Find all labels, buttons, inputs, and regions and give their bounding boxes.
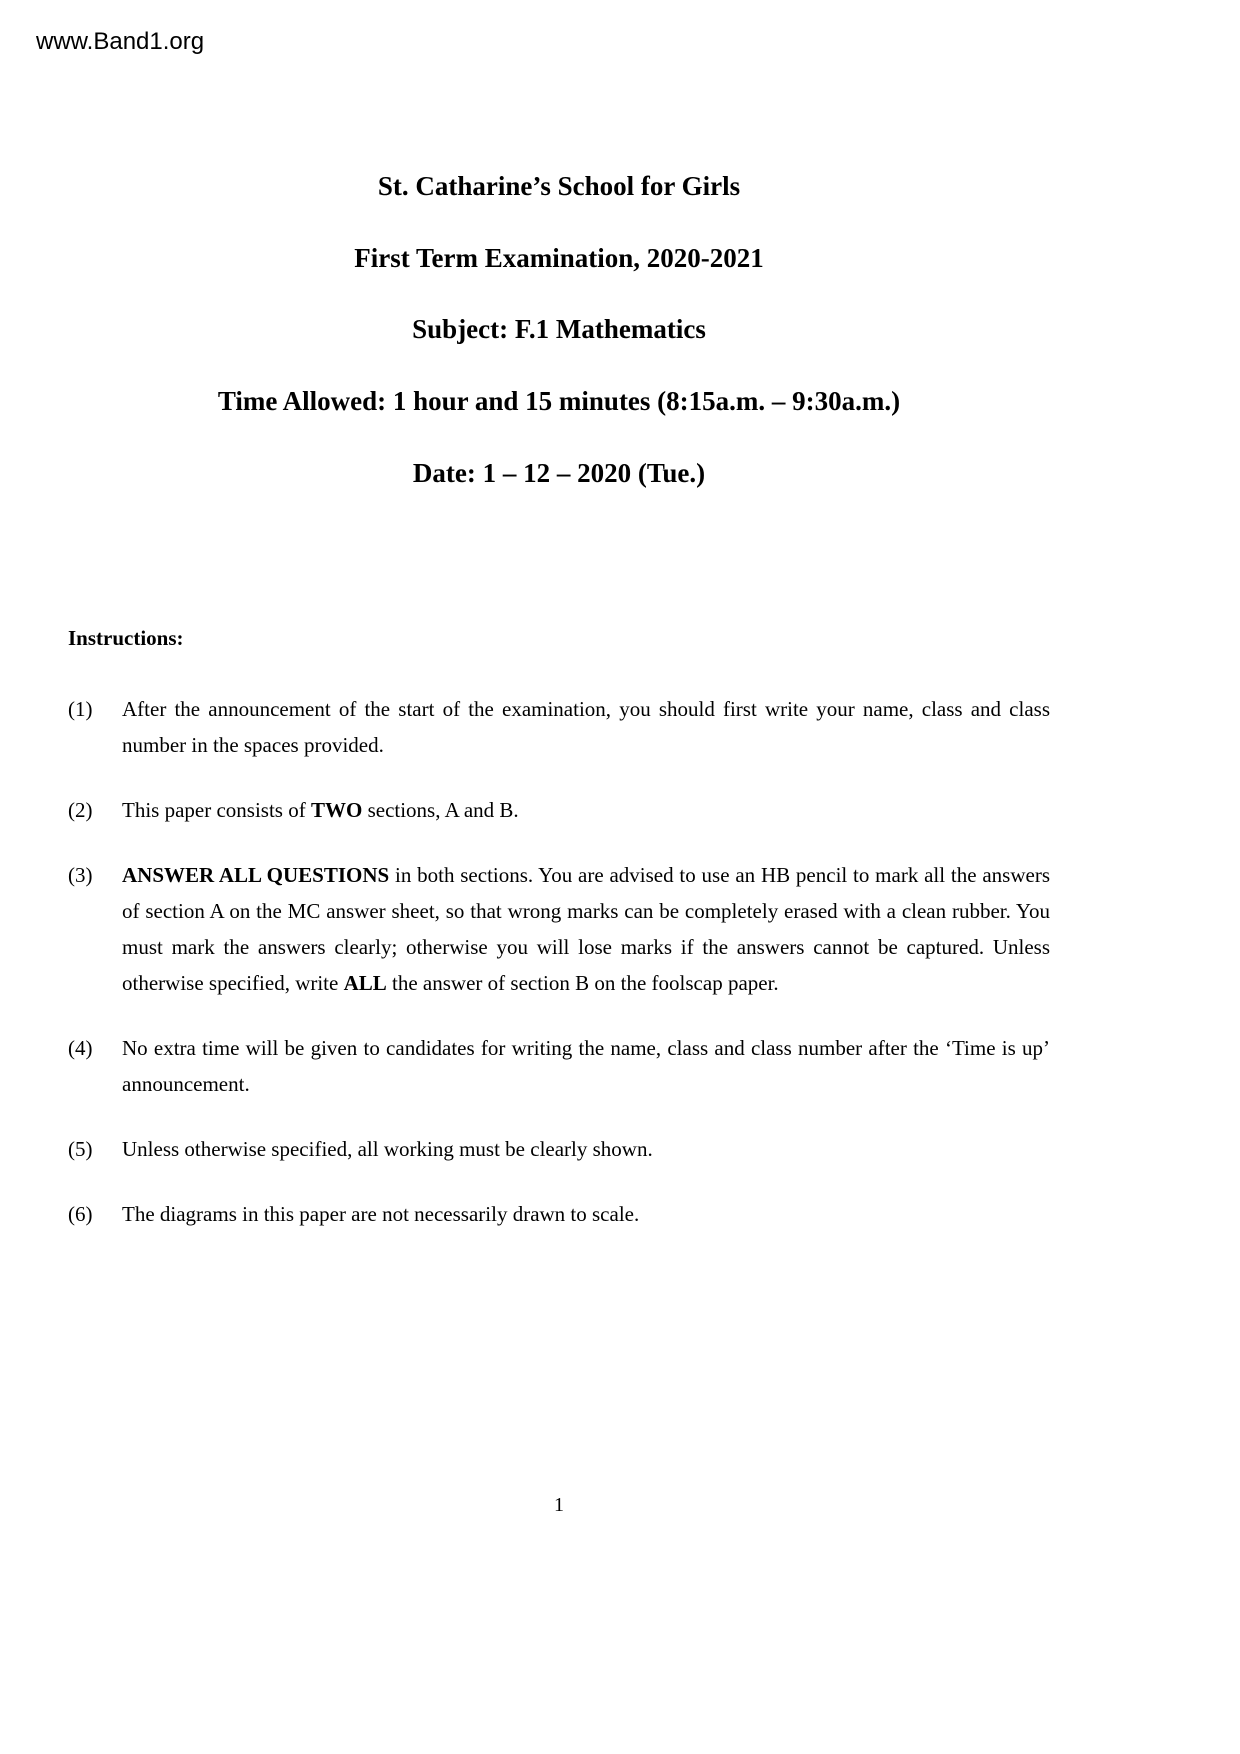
- instruction-number: (5): [68, 1137, 93, 1162]
- subject-title: Subject: F.1 Mathematics: [412, 314, 706, 345]
- instruction-number: (1): [68, 697, 93, 722]
- instruction-text-segment: the answer of section B on the foolscap paper.: [386, 971, 779, 996]
- instruction-number: (3): [68, 863, 93, 888]
- exam-cover-page: [68, 0, 1050, 1261]
- instructions-list: [68, 691, 1050, 1232]
- school-name-title: St. Catharine’s School for Girls: [377, 171, 741, 201]
- instruction-text-segment: in both sections. You are advised to use an HB pencil to mark all the answers of section A on the MC answer sheet, so that wrong marks can be completely erased with a clean rubber. You must mark the answers clearly; otherwise you will lose marks if the answers cannot be captured. Unless otherwise specified, write: [122, 863, 1050, 996]
- instruction-text-bold-segment: TWO: [310, 798, 363, 823]
- instruction-text-segment: sections, A and B.: [362, 798, 519, 823]
- instruction-text-bold-segment: ANSWER ALL QUESTIONS: [122, 863, 390, 888]
- exam-date-title: Date: 1 – 12 – 2020 (Tue.): [412, 457, 706, 488]
- instruction-text: [122, 792, 1050, 828]
- instruction-item-3: [68, 857, 1050, 1001]
- watermark-site-text: www.Band1.org: [36, 28, 205, 55]
- instruction-number: (6): [68, 1202, 93, 1227]
- instruction-text-segment: This paper consists of: [122, 798, 311, 823]
- instruction-item-4: [68, 1030, 1050, 1102]
- time-allowed-title: Time Allowed: 1 hour and 15 minutes (8:15a.m. – 9:30a.m.): [217, 386, 901, 417]
- instruction-item-1: [68, 691, 1050, 763]
- instruction-text: No extra time will be given to candidates for writing the name, class and class number after the ‘Time is up’ announcement.: [122, 1036, 1050, 1097]
- instruction-text: [122, 857, 1050, 1001]
- instruction-text: After the announcement of the start of the examination, you should first write your name, class and class number in the spaces provided.: [122, 697, 1050, 758]
- instruction-text: The diagrams in this paper are not necessarily drawn to scale.: [122, 1202, 640, 1227]
- instruction-text: Unless otherwise specified, all working must be clearly shown.: [122, 1137, 653, 1162]
- instruction-number: (2): [68, 798, 93, 823]
- exam-header: [68, 0, 1050, 488]
- instruction-item-6: [68, 1196, 1050, 1232]
- page-number: 1: [554, 1494, 564, 1516]
- instruction-item-2: [68, 792, 1050, 828]
- instruction-item-5: [68, 1131, 1050, 1167]
- instruction-text-bold-segment: ALL: [343, 971, 387, 996]
- instruction-number: (4): [68, 1036, 93, 1061]
- instructions-heading: Instructions:: [68, 626, 184, 651]
- exam-title: First Term Examination, 2020-2021: [354, 242, 764, 273]
